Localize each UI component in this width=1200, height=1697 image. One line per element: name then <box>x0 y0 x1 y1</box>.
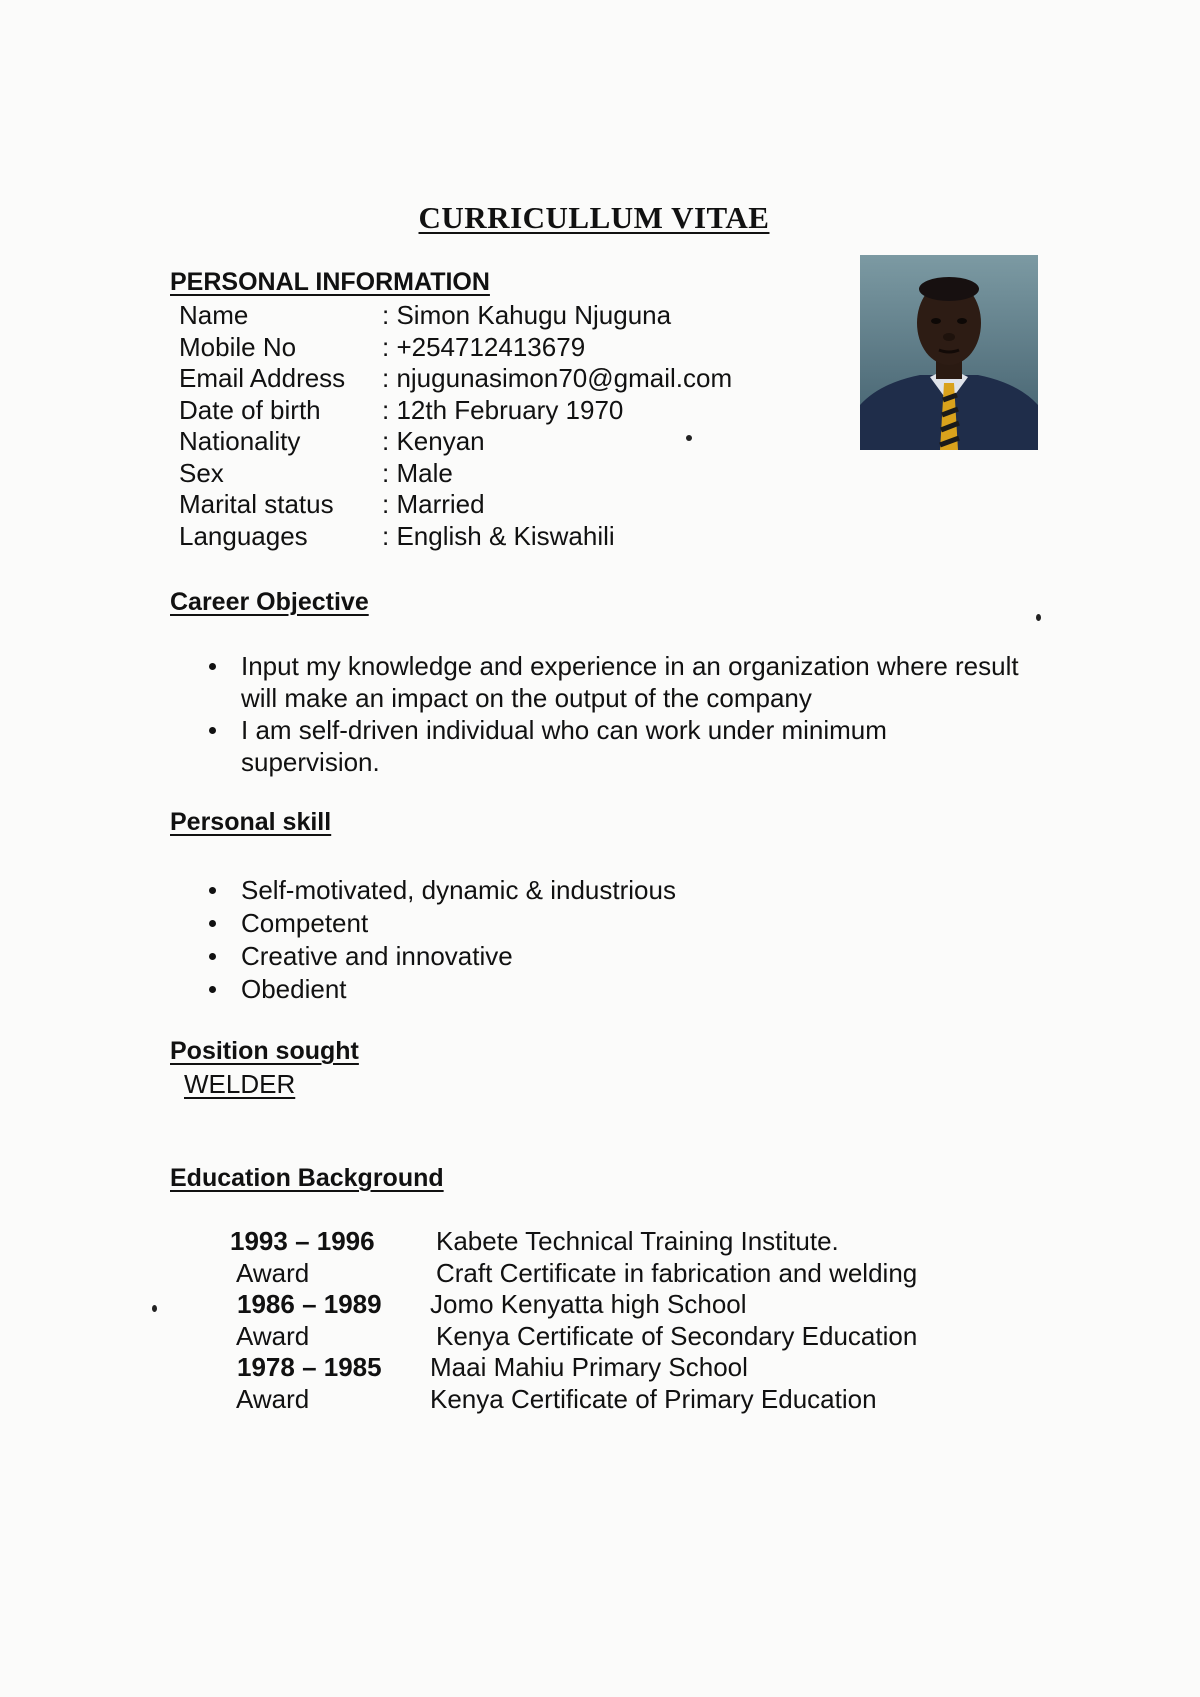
document-title: CURRICULLUM VITAE <box>418 200 770 235</box>
info-row-email: Email Address : njugunasimon70@gmail.com <box>179 363 733 393</box>
list-item: Competent <box>205 907 905 940</box>
education-row <box>230 1352 917 1384</box>
education-award: Craft Certificate in fabrication and welding <box>436 1257 918 1288</box>
list-item: Creative and innovative <box>205 940 905 973</box>
education-row <box>230 1321 917 1353</box>
portrait-icon <box>860 255 1038 450</box>
education-heading: Education Background <box>170 1164 444 1192</box>
education-years: 1978 – 1985 <box>237 1352 382 1382</box>
info-row-dob: Date of birth : 12th February 1970 <box>179 394 624 425</box>
info-row-languages: Languages : English & Kiswahili <box>179 520 615 551</box>
education-table <box>230 1226 917 1415</box>
scan-speck <box>686 435 692 441</box>
education-row <box>230 1226 917 1258</box>
info-row-nationality: Nationality : Kenyan <box>179 426 485 456</box>
personal-skill-list <box>205 874 905 1006</box>
info-row-sex: Sex : Male <box>179 457 453 488</box>
education-row <box>230 1384 917 1416</box>
personal-skill-heading: Personal skill <box>170 808 332 836</box>
education-row <box>230 1289 917 1321</box>
education-years: 1993 – 1996 <box>230 1226 375 1256</box>
list-item: Obedient <box>205 973 905 1006</box>
education-award-label: Award <box>236 1257 310 1288</box>
list-item: Input my knowledge and experience in an organization where result will make an impact on the output of the company <box>205 650 1025 714</box>
info-row-mobile: Mobile No : +254712413679 <box>179 331 586 362</box>
education-row <box>230 1258 917 1290</box>
personal-info-table <box>179 300 732 552</box>
education-institution: Jomo Kenyatta high School <box>430 1289 747 1319</box>
personal-info-heading: PERSONAL INFORMATION <box>170 268 490 296</box>
education-award: Kenya Certificate of Primary Education <box>430 1383 877 1414</box>
position-sought-value: WELDER <box>184 1069 296 1099</box>
list-item: Self-motivated, dynamic & industrious <box>205 874 905 907</box>
education-years: 1986 – 1989 <box>237 1289 382 1319</box>
scan-speck <box>152 1305 157 1312</box>
career-objective-list <box>205 650 1025 778</box>
career-objective-heading: Career Objective <box>170 588 369 616</box>
info-row-name: Name : Simon Kahugu Njuguna <box>179 300 672 330</box>
education-award-label: Award <box>236 1320 310 1351</box>
position-sought-heading: Position sought <box>170 1037 359 1065</box>
scan-speck <box>1036 614 1041 621</box>
list-item: I am self-driven individual who can work under minimum supervision. <box>205 714 1025 778</box>
education-institution: Kabete Technical Training Institute. <box>436 1226 839 1256</box>
portrait-photo <box>860 255 1038 450</box>
education-award-label: Award <box>236 1383 310 1414</box>
education-award: Kenya Certificate of Secondary Education <box>436 1320 918 1351</box>
education-institution: Maai Mahiu Primary School <box>430 1352 748 1382</box>
info-row-marital: Marital status : Married <box>179 489 485 519</box>
